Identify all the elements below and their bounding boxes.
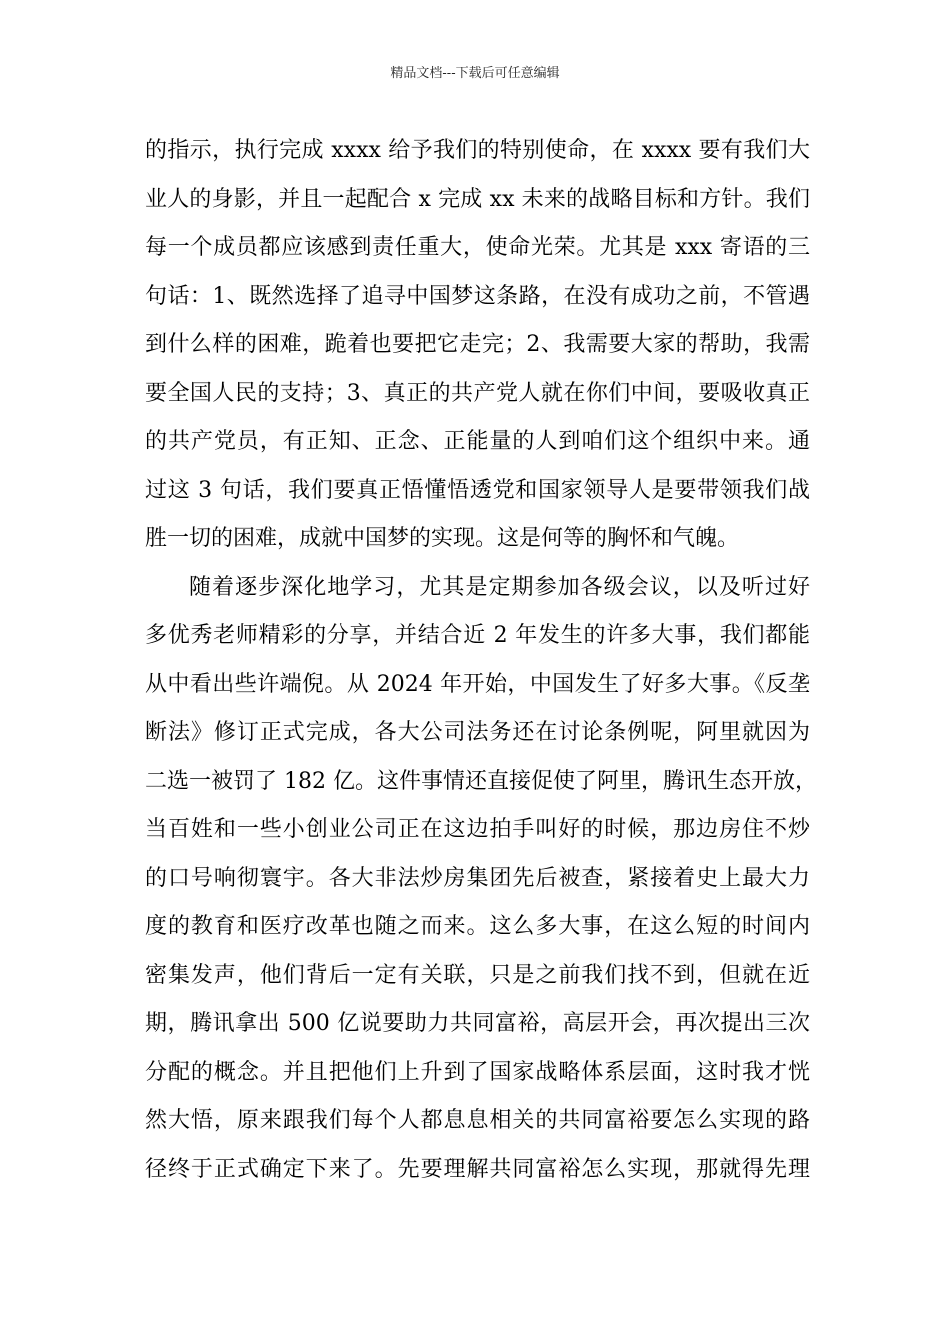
text-line: 断法》修订正式完成，各大公司法务还在讨论条例呢，阿里就因为	[145, 720, 810, 745]
document-body	[145, 127, 817, 1194]
text-line: 的指示，执行完成 xxxx 给予我们的特别使命，在 xxxx 要有我们大	[145, 138, 810, 163]
text-line: 分配的概念。并且把他们上升到了国家战略体系层面，这时我才恍	[145, 1059, 810, 1085]
text-line: 的共产党员，有正知、正念、正能量的人到咱们这个组织中来。通	[145, 429, 810, 454]
text-line: 每一个成员都应该感到责任重大，使命光荣。尤其是 xxx 寄语的三	[145, 235, 810, 260]
text-line: 过这 3 句话，我们要真正悟懂悟透党和国家领导人是要带领我们战	[145, 477, 810, 503]
text-line: 到什么样的困难，跪着也要把它走完；2、我需要大家的帮助，我需	[145, 332, 810, 357]
text-line: 要全国人民的支持；3、真正的共产党人就在你们中间，要吸收真正	[145, 380, 810, 406]
text-line: 期，腾讯拿出 500 亿说要助力共同富裕，高层开会，再次提出三次	[145, 1011, 810, 1036]
text-line: 密集发声，他们背后一定有关联，只是之前我们找不到，但就在近	[145, 962, 810, 988]
page-header: 精品文档---下载后可任意编辑	[390, 66, 560, 81]
text-line: 径终于正式确定下来了。先要理解共同富裕怎么实现，那就得先理	[145, 1156, 810, 1182]
paragraph-1	[145, 127, 810, 564]
text-line: 度的教育和医疗改革也随之而来。这么多大事，在这么短的时间内	[145, 914, 810, 939]
text-line: 随着逐步深化地学习，尤其是定期参加各级会议，以及听过好	[189, 574, 810, 600]
text-line: 业人的身影，并且一起配合 x 完成 xx 未来的战略目标和方针。我们	[145, 186, 810, 212]
text-line: 然大悟，原来跟我们每个人都息息相关的共同富裕要怎么实现的路	[145, 1108, 810, 1133]
text-line: 当百姓和一些小创业公司正在这边拍手叫好的时候，那边房住不炒	[145, 817, 810, 842]
paragraph-2	[145, 564, 817, 1195]
text-line: 多优秀老师精彩的分享，并结合近 2 年发生的许多大事，我们都能	[145, 623, 810, 648]
text-line: 胜一切的困难，成就中国梦的实现。这是何等的胸怀和气魄。	[145, 526, 740, 551]
text-line: 二选一被罚了 182 亿。这件事情还直接促使了阿里，腾讯生态开放，	[145, 768, 817, 794]
text-line: 从中看出些许端倪。从 2024 年开始，中国发生了好多大事。《反垄	[145, 671, 810, 697]
text-line: 的口号响彻寰宇。各大非法炒房集团先后被查，紧接着史上最大力	[145, 865, 810, 891]
text-line: 句话：1、既然选择了追寻中国梦这条路，在没有成功之前，不管遇	[145, 283, 810, 309]
